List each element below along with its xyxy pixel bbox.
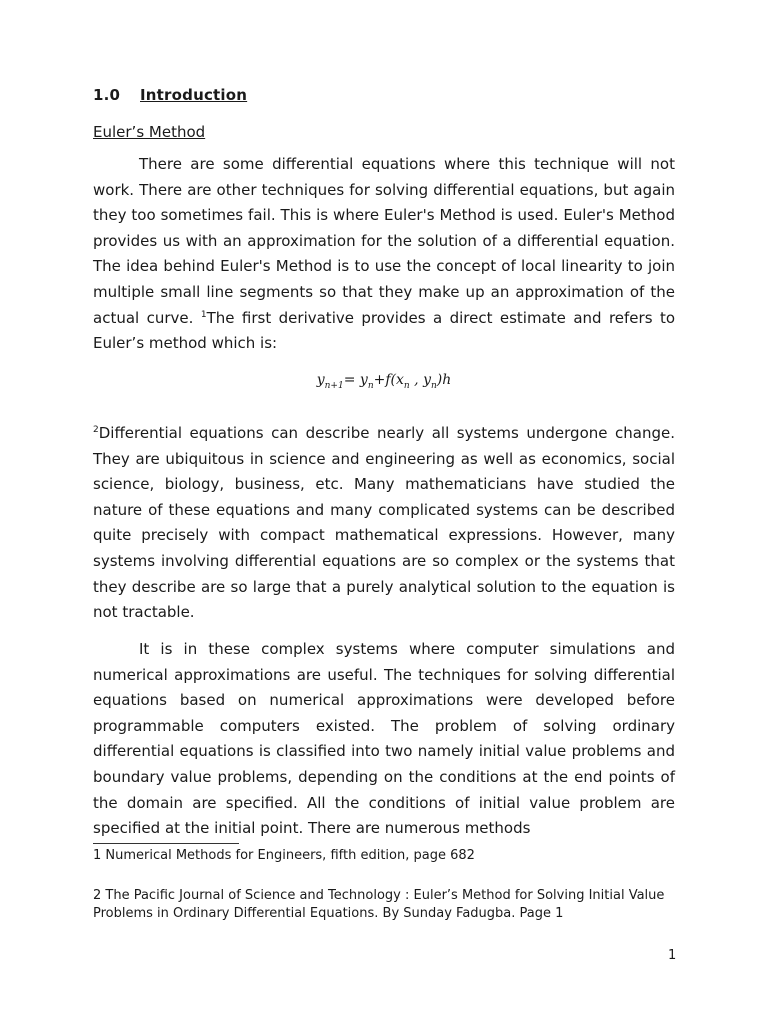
paragraph-1-text-2: The first derivative provides a direct estimate and refers to Euler’s method which is: [93, 308, 676, 353]
subsection-heading: Euler’s Method [93, 123, 206, 141]
paragraph-2 [93, 421, 675, 626]
footnote-separator [93, 843, 239, 844]
page-number: 1 [668, 948, 677, 963]
footnote-1: 1 Numerical Methods for Engineers, fifth edition, page 682 [93, 848, 475, 863]
paragraph-2-text: Differential equations can describe nearly all systems undergone change. They are ubiquitous in science and engineering as well as economics, social science, biology, business, etc. Many mathematicians have studied the nature of these equations and many complicated systems can be described quite precisely with compact mathematical expressions. However, many systems involving differential equations are so complex or the systems that they describe are so large that a purely analytical solution to the equation is not tractable. [93, 424, 675, 622]
section-title: Introduction [140, 86, 248, 104]
paragraph-1 [93, 152, 675, 357]
footnote-2: 2 The Pacific Journal of Science and Technology : Euler’s Method for Solving Initial Value Problems in Ordinary Differential Equations. By Sunday Fadugba. Page 1 [93, 888, 665, 921]
paragraph-1-text: There are some differential equations where this technique will not work. There are other techniques for solving differential equations, but again they too sometimes fail. This is where Euler's Method is used. Euler's Method provides us with an approximation for the solution of a differential equation. The idea behind Euler's Method is to use the concept of local linearity to join multiple small line segments so that they make up an approximation of the actual curve. [93, 155, 675, 327]
section-number: 1.0 [93, 86, 121, 104]
euler-formula: $y_{n+1}= y_n+f(x_n$ , $y_n)h$ [316, 372, 452, 391]
footnote-ref-2: 2 [93, 425, 99, 435]
section-heading [93, 86, 247, 104]
footnote-ref-1: 1 [200, 309, 207, 320]
paragraph-3: It is in these complex systems where computer simulations and numerical approximations are useful. The techniques for solving differential equations based on numerical approximations were developed before programmable computers existed. The problem of solving ordinary differential equations is classified into two namely initial value problems and boundary value problems, depending on the conditions at the end points of the domain are specified. All the conditions of initial value problem are specified at the initial point. There are numerous methods [93, 640, 675, 838]
